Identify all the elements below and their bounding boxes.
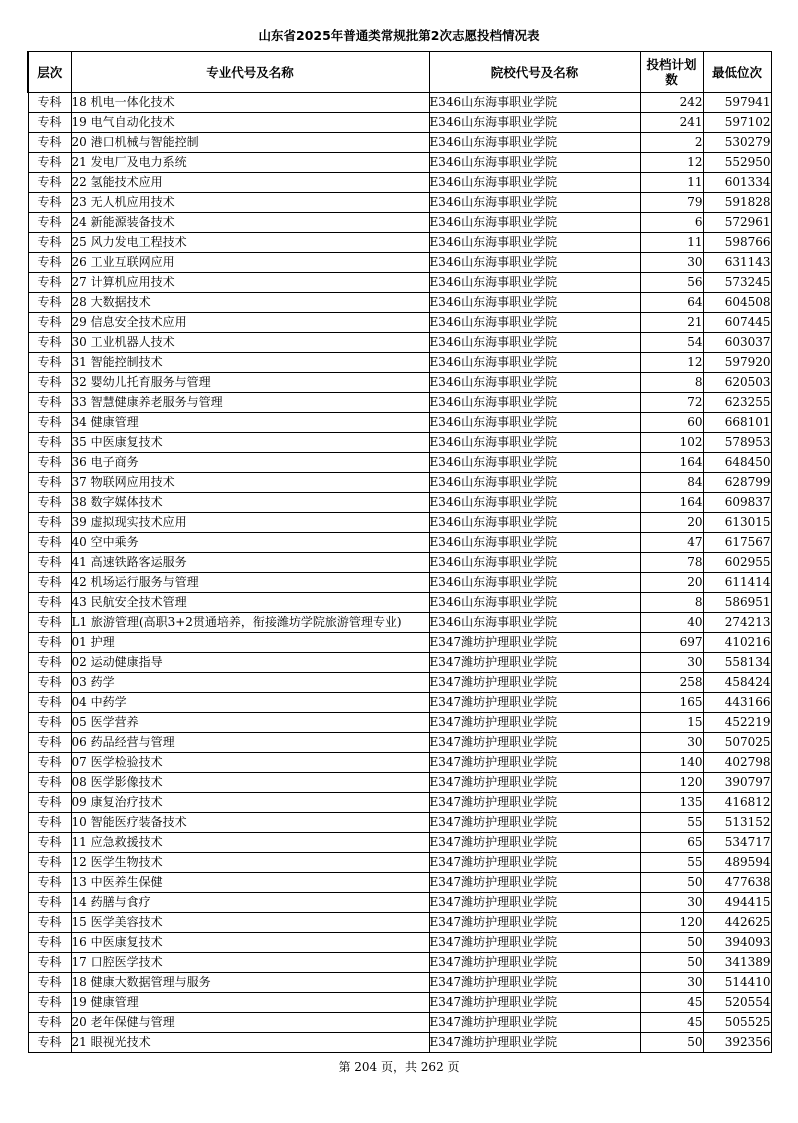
- row-major: 26 工业互联网应用: [71, 253, 429, 273]
- row-plan: 30: [640, 973, 703, 993]
- row-major: 22 氢能技术应用: [71, 173, 429, 193]
- row-level: 专科: [28, 313, 71, 333]
- table-row: [28, 593, 771, 613]
- row-rank: 603037: [703, 333, 771, 353]
- table-row: [28, 113, 771, 133]
- row-rank: 534717: [703, 833, 771, 853]
- row-level: 专科: [28, 513, 71, 533]
- row-level: 专科: [28, 593, 71, 613]
- header-major: 专业代号及名称: [71, 52, 429, 93]
- row-plan: 120: [640, 913, 703, 933]
- row-rank: 477638: [703, 873, 771, 893]
- row-level: 专科: [28, 853, 71, 873]
- row-rank: 489594: [703, 853, 771, 873]
- row-plan: 45: [640, 1013, 703, 1033]
- table-row: [28, 233, 771, 253]
- row-major: L1 旅游管理(高职3+2贯通培养，衔接潍坊学院旅游管理专业): [71, 613, 429, 633]
- row-major: 20 老年保健与管理: [71, 1013, 429, 1033]
- row-major: 05 医学营养: [71, 713, 429, 733]
- row-plan: 64: [640, 293, 703, 313]
- table-row: [28, 913, 771, 933]
- row-level: 专科: [28, 1033, 71, 1053]
- row-level: 专科: [28, 913, 71, 933]
- row-major: 27 计算机应用技术: [71, 273, 429, 293]
- row-level: 专科: [28, 133, 71, 153]
- row-plan: 55: [640, 853, 703, 873]
- row-level: 专科: [28, 153, 71, 173]
- row-major: 04 中药学: [71, 693, 429, 713]
- row-rank: 514410: [703, 973, 771, 993]
- row-plan: 30: [640, 893, 703, 913]
- row-plan: 84: [640, 473, 703, 493]
- table-row: [28, 513, 771, 533]
- row-school: E347潍坊护理职业学院: [429, 913, 640, 933]
- row-rank: 494415: [703, 893, 771, 913]
- row-rank: 452219: [703, 713, 771, 733]
- table-row: [28, 813, 771, 833]
- row-level: 专科: [28, 373, 71, 393]
- row-level: 专科: [28, 773, 71, 793]
- row-level: 专科: [28, 573, 71, 593]
- row-school: E346山东海事职业学院: [429, 533, 640, 553]
- row-school: E347潍坊护理职业学院: [429, 813, 640, 833]
- header-level: 层次: [28, 52, 71, 93]
- table-row: [28, 933, 771, 953]
- table-row: [28, 373, 771, 393]
- row-school: E347潍坊护理职业学院: [429, 853, 640, 873]
- row-rank: 390797: [703, 773, 771, 793]
- table-row: [28, 673, 771, 693]
- row-school: E347潍坊护理职业学院: [429, 693, 640, 713]
- row-rank: 507025: [703, 733, 771, 753]
- row-school: E346山东海事职业学院: [429, 513, 640, 533]
- row-level: 专科: [28, 453, 71, 473]
- row-school: E346山东海事职业学院: [429, 213, 640, 233]
- row-major: 38 数字媒体技术: [71, 493, 429, 513]
- row-major: 23 无人机应用技术: [71, 193, 429, 213]
- table-row: [28, 313, 771, 333]
- row-school: E347潍坊护理职业学院: [429, 1013, 640, 1033]
- row-major: 19 电气自动化技术: [71, 113, 429, 133]
- table-row: [28, 833, 771, 853]
- row-plan: 697: [640, 633, 703, 653]
- row-level: 专科: [28, 253, 71, 273]
- table-row: [28, 753, 771, 773]
- row-major: 09 康复治疗技术: [71, 793, 429, 813]
- row-plan: 164: [640, 493, 703, 513]
- row-school: E346山东海事职业学院: [429, 313, 640, 333]
- table-row: [28, 713, 771, 733]
- row-rank: 597920: [703, 353, 771, 373]
- row-school: E347潍坊护理职业学院: [429, 953, 640, 973]
- table-row: [28, 1033, 771, 1053]
- table-row: [28, 533, 771, 553]
- row-rank: 601334: [703, 173, 771, 193]
- row-plan: 8: [640, 593, 703, 613]
- row-level: 专科: [28, 653, 71, 673]
- row-plan: 45: [640, 993, 703, 1013]
- row-major: 29 信息安全技术应用: [71, 313, 429, 333]
- table-body: [28, 93, 771, 1053]
- table-row: [28, 153, 771, 173]
- row-rank: 598766: [703, 233, 771, 253]
- row-major: 06 药品经营与管理: [71, 733, 429, 753]
- page-footer: 第 204 页，共 262 页: [338, 1060, 460, 1074]
- row-rank: 513152: [703, 813, 771, 833]
- row-major: 37 物联网应用技术: [71, 473, 429, 493]
- row-level: 专科: [28, 873, 71, 893]
- row-school: E347潍坊护理职业学院: [429, 993, 640, 1013]
- row-plan: 40: [640, 613, 703, 633]
- row-level: 专科: [28, 173, 71, 193]
- row-school: E346山东海事职业学院: [429, 453, 640, 473]
- row-rank: 613015: [703, 513, 771, 533]
- row-school: E346山东海事职业学院: [429, 273, 640, 293]
- row-plan: 135: [640, 793, 703, 813]
- row-school: E347潍坊护理职业学院: [429, 973, 640, 993]
- row-level: 专科: [28, 293, 71, 313]
- row-plan: 15: [640, 713, 703, 733]
- row-major: 25 风力发电工程技术: [71, 233, 429, 253]
- row-level: 专科: [28, 213, 71, 233]
- row-school: E347潍坊护理职业学院: [429, 753, 640, 773]
- row-level: 专科: [28, 1013, 71, 1033]
- row-school: E346山东海事职业学院: [429, 153, 640, 173]
- table-row: [28, 793, 771, 813]
- table-row: [28, 173, 771, 193]
- row-major: 41 高速铁路客运服务: [71, 553, 429, 573]
- row-level: 专科: [28, 733, 71, 753]
- row-level: 专科: [28, 113, 71, 133]
- row-plan: 60: [640, 413, 703, 433]
- row-level: 专科: [28, 633, 71, 653]
- row-level: 专科: [28, 673, 71, 693]
- row-plan: 6: [640, 213, 703, 233]
- table-row: [28, 613, 771, 633]
- row-school: E346山东海事职业学院: [429, 413, 640, 433]
- row-plan: 50: [640, 873, 703, 893]
- row-school: E346山东海事职业学院: [429, 573, 640, 593]
- page-title: 山东省2025年普通类常规批第2次志愿投档情况表: [258, 28, 540, 43]
- row-school: E347潍坊护理职业学院: [429, 893, 640, 913]
- row-major: 31 智能控制技术: [71, 353, 429, 373]
- row-level: 专科: [28, 813, 71, 833]
- table-row: [28, 333, 771, 353]
- row-school: E347潍坊护理职业学院: [429, 833, 640, 853]
- header-plan: 投档计划数: [640, 52, 703, 93]
- table-row: [28, 473, 771, 493]
- table-row: [28, 953, 771, 973]
- row-major: 15 医学美容技术: [71, 913, 429, 933]
- header-school: 院校代号及名称: [429, 52, 640, 93]
- table-row: [28, 453, 771, 473]
- row-rank: 578953: [703, 433, 771, 453]
- row-level: 专科: [28, 993, 71, 1013]
- row-major: 01 护理: [71, 633, 429, 653]
- row-rank: 628799: [703, 473, 771, 493]
- row-school: E346山东海事职业学院: [429, 333, 640, 353]
- row-plan: 12: [640, 353, 703, 373]
- row-school: E346山东海事职业学院: [429, 133, 640, 153]
- row-major: 30 工业机器人技术: [71, 333, 429, 353]
- row-plan: 102: [640, 433, 703, 453]
- table-row: [28, 893, 771, 913]
- table-row: [28, 693, 771, 713]
- row-major: 14 药膳与食疗: [71, 893, 429, 913]
- row-major: 03 药学: [71, 673, 429, 693]
- row-school: E346山东海事职业学院: [429, 593, 640, 613]
- row-major: 20 港口机械与智能控制: [71, 133, 429, 153]
- row-rank: 591828: [703, 193, 771, 213]
- row-rank: 520554: [703, 993, 771, 1013]
- table-row: [28, 993, 771, 1013]
- row-rank: 558134: [703, 653, 771, 673]
- row-rank: 572961: [703, 213, 771, 233]
- row-rank: 597102: [703, 113, 771, 133]
- table-row: [28, 133, 771, 153]
- row-rank: 607445: [703, 313, 771, 333]
- row-level: 专科: [28, 893, 71, 913]
- row-major: 19 健康管理: [71, 993, 429, 1013]
- row-rank: 402798: [703, 753, 771, 773]
- row-level: 专科: [28, 753, 71, 773]
- row-rank: 416812: [703, 793, 771, 813]
- row-plan: 30: [640, 733, 703, 753]
- row-rank: 631143: [703, 253, 771, 273]
- row-level: 专科: [28, 973, 71, 993]
- row-rank: 617567: [703, 533, 771, 553]
- row-school: E346山东海事职业学院: [429, 373, 640, 393]
- row-school: E347潍坊护理职业学院: [429, 673, 640, 693]
- row-major: 39 虚拟现实技术应用: [71, 513, 429, 533]
- table-row: [28, 1013, 771, 1033]
- table-row: [28, 433, 771, 453]
- row-level: 专科: [28, 93, 71, 113]
- table-row: [28, 213, 771, 233]
- row-level: 专科: [28, 933, 71, 953]
- row-major: 08 医学影像技术: [71, 773, 429, 793]
- row-level: 专科: [28, 273, 71, 293]
- row-plan: 20: [640, 513, 703, 533]
- row-major: 36 电子商务: [71, 453, 429, 473]
- row-school: E346山东海事职业学院: [429, 493, 640, 513]
- row-level: 专科: [28, 833, 71, 853]
- row-school: E346山东海事职业学院: [429, 353, 640, 373]
- table-row: [28, 253, 771, 273]
- table-row: [28, 853, 771, 873]
- table-row: [28, 393, 771, 413]
- row-major: 02 运动健康指导: [71, 653, 429, 673]
- row-rank: 623255: [703, 393, 771, 413]
- row-rank: 442625: [703, 913, 771, 933]
- row-school: E346山东海事职业学院: [429, 393, 640, 413]
- row-major: 16 中医康复技术: [71, 933, 429, 953]
- row-major: 21 发电厂及电力系统: [71, 153, 429, 173]
- row-school: E347潍坊护理职业学院: [429, 1033, 640, 1053]
- row-plan: 20: [640, 573, 703, 593]
- row-rank: 458424: [703, 673, 771, 693]
- row-major: 43 民航安全技术管理: [71, 593, 429, 613]
- row-school: E346山东海事职业学院: [429, 613, 640, 633]
- row-level: 专科: [28, 233, 71, 253]
- row-plan: 164: [640, 453, 703, 473]
- row-plan: 11: [640, 233, 703, 253]
- table-row: [28, 573, 771, 593]
- row-school: E346山东海事职业学院: [429, 293, 640, 313]
- row-school: E346山东海事职业学院: [429, 473, 640, 493]
- table-row: [28, 413, 771, 433]
- table-row: [28, 273, 771, 293]
- row-rank: 410216: [703, 633, 771, 653]
- row-level: 专科: [28, 333, 71, 353]
- row-plan: 78: [640, 553, 703, 573]
- row-major: 34 健康管理: [71, 413, 429, 433]
- row-major: 07 医学检验技术: [71, 753, 429, 773]
- row-school: E347潍坊护理职业学院: [429, 873, 640, 893]
- row-plan: 50: [640, 1033, 703, 1053]
- row-rank: 602955: [703, 553, 771, 573]
- row-major: 11 应急救援技术: [71, 833, 429, 853]
- row-plan: 50: [640, 933, 703, 953]
- row-plan: 50: [640, 953, 703, 973]
- row-rank: 573245: [703, 273, 771, 293]
- row-plan: 140: [640, 753, 703, 773]
- row-rank: 597941: [703, 93, 771, 113]
- row-plan: 65: [640, 833, 703, 853]
- table-row: [28, 353, 771, 373]
- row-rank: 392356: [703, 1033, 771, 1053]
- table-row: [28, 93, 771, 113]
- row-level: 专科: [28, 693, 71, 713]
- row-plan: 72: [640, 393, 703, 413]
- row-plan: 79: [640, 193, 703, 213]
- row-level: 专科: [28, 353, 71, 373]
- row-rank: 586951: [703, 593, 771, 613]
- row-rank: 274213: [703, 613, 771, 633]
- row-major: 21 眼视光技术: [71, 1033, 429, 1053]
- row-plan: 258: [640, 673, 703, 693]
- table-row: [28, 973, 771, 993]
- row-major: 40 空中乘务: [71, 533, 429, 553]
- row-level: 专科: [28, 493, 71, 513]
- row-major: 12 医学生物技术: [71, 853, 429, 873]
- row-school: E347潍坊护理职业学院: [429, 773, 640, 793]
- row-rank: 505525: [703, 1013, 771, 1033]
- row-level: 专科: [28, 533, 71, 553]
- row-major: 18 机电一体化技术: [71, 93, 429, 113]
- row-plan: 47: [640, 533, 703, 553]
- row-rank: 668101: [703, 413, 771, 433]
- row-plan: 30: [640, 653, 703, 673]
- table-row: [28, 553, 771, 573]
- row-plan: 11: [640, 173, 703, 193]
- row-major: 28 大数据技术: [71, 293, 429, 313]
- row-plan: 12: [640, 153, 703, 173]
- row-plan: 120: [640, 773, 703, 793]
- table-row: [28, 493, 771, 513]
- row-level: 专科: [28, 553, 71, 573]
- row-school: E347潍坊护理职业学院: [429, 793, 640, 813]
- row-school: E346山东海事职业学院: [429, 253, 640, 273]
- row-major: 18 健康大数据管理与服务: [71, 973, 429, 993]
- row-plan: 56: [640, 273, 703, 293]
- row-school: E346山东海事职业学院: [429, 553, 640, 573]
- table-row: [28, 873, 771, 893]
- row-rank: 341389: [703, 953, 771, 973]
- row-level: 专科: [28, 713, 71, 733]
- row-rank: 530279: [703, 133, 771, 153]
- row-school: E347潍坊护理职业学院: [429, 733, 640, 753]
- row-level: 专科: [28, 433, 71, 453]
- row-plan: 55: [640, 813, 703, 833]
- row-rank: 648450: [703, 453, 771, 473]
- row-level: 专科: [28, 473, 71, 493]
- row-school: E347潍坊护理职业学院: [429, 653, 640, 673]
- admission-table: [27, 51, 772, 1053]
- row-plan: 30: [640, 253, 703, 273]
- row-school: E346山东海事职业学院: [429, 193, 640, 213]
- row-rank: 552950: [703, 153, 771, 173]
- row-rank: 609837: [703, 493, 771, 513]
- row-school: E346山东海事职业学院: [429, 233, 640, 253]
- table-row: [28, 773, 771, 793]
- header-rank: 最低位次: [703, 52, 771, 93]
- row-major: 35 中医康复技术: [71, 433, 429, 453]
- row-school: E346山东海事职业学院: [429, 173, 640, 193]
- row-school: E346山东海事职业学院: [429, 433, 640, 453]
- table-header-row: [28, 52, 771, 93]
- row-plan: 54: [640, 333, 703, 353]
- row-plan: 2: [640, 133, 703, 153]
- row-major: 17 口腔医学技术: [71, 953, 429, 973]
- row-plan: 8: [640, 373, 703, 393]
- row-school: E346山东海事职业学院: [429, 113, 640, 133]
- table-row: [28, 193, 771, 213]
- row-rank: 604508: [703, 293, 771, 313]
- row-plan: 242: [640, 93, 703, 113]
- row-rank: 443166: [703, 693, 771, 713]
- row-school: E347潍坊护理职业学院: [429, 933, 640, 953]
- row-school: E347潍坊护理职业学院: [429, 633, 640, 653]
- row-major: 10 智能医疗装备技术: [71, 813, 429, 833]
- row-plan: 21: [640, 313, 703, 333]
- row-rank: 394093: [703, 933, 771, 953]
- row-level: 专科: [28, 413, 71, 433]
- row-major: 13 中医养生保健: [71, 873, 429, 893]
- row-school: E347潍坊护理职业学院: [429, 713, 640, 733]
- row-level: 专科: [28, 193, 71, 213]
- row-plan: 165: [640, 693, 703, 713]
- row-major: 24 新能源装备技术: [71, 213, 429, 233]
- row-major: 32 婴幼儿托育服务与管理: [71, 373, 429, 393]
- table-row: [28, 653, 771, 673]
- table-row: [28, 293, 771, 313]
- row-level: 专科: [28, 953, 71, 973]
- row-level: 专科: [28, 613, 71, 633]
- table-row: [28, 633, 771, 653]
- row-level: 专科: [28, 793, 71, 813]
- row-school: E346山东海事职业学院: [429, 93, 640, 113]
- row-level: 专科: [28, 393, 71, 413]
- row-rank: 620503: [703, 373, 771, 393]
- row-major: 42 机场运行服务与管理: [71, 573, 429, 593]
- row-major: 33 智慧健康养老服务与管理: [71, 393, 429, 413]
- row-plan: 241: [640, 113, 703, 133]
- row-rank: 611414: [703, 573, 771, 593]
- table-row: [28, 733, 771, 753]
